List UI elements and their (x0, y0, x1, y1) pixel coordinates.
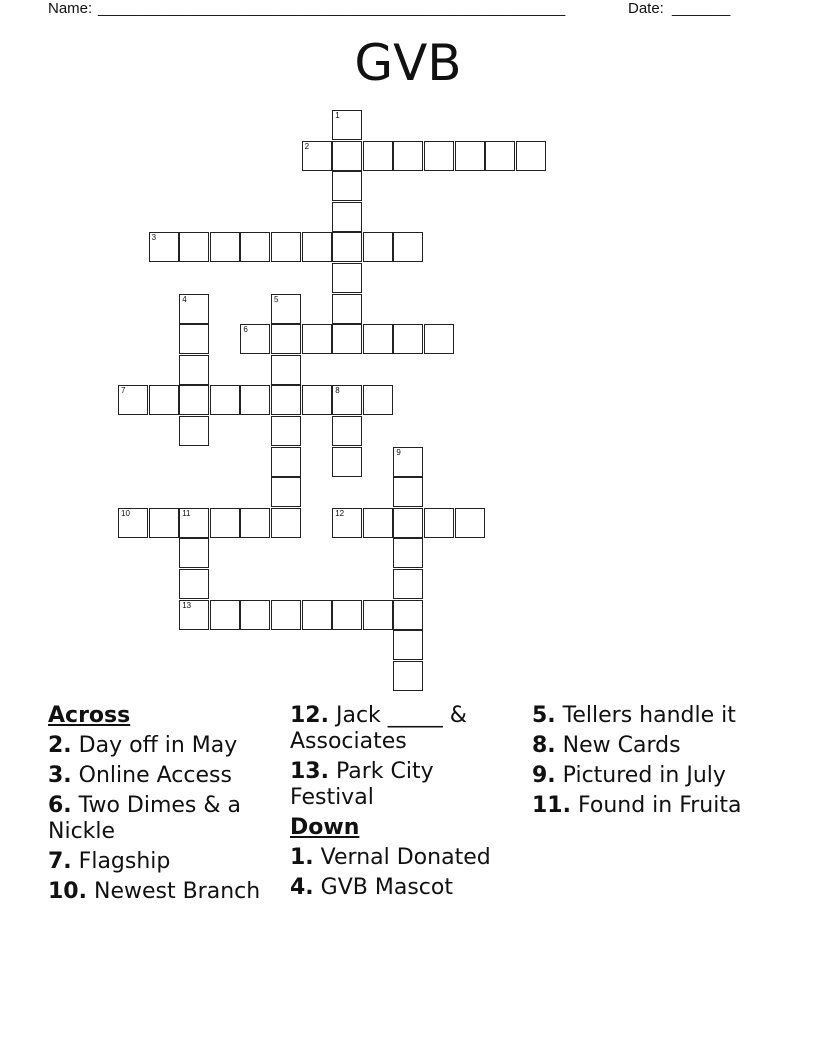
cell-number: 4 (182, 294, 187, 304)
grid-cell[interactable] (302, 232, 332, 262)
clue-down-8: 8. New Cards (532, 733, 681, 758)
grid-cell[interactable] (271, 294, 301, 324)
grid-cell[interactable] (393, 661, 423, 691)
clues-column-3 (532, 703, 747, 823)
grid-cell[interactable] (179, 508, 209, 538)
grid-cell[interactable] (271, 477, 301, 507)
grid-cell[interactable] (393, 141, 423, 171)
grid-cell[interactable] (271, 508, 301, 538)
date-blank: _______ (672, 0, 731, 17)
grid-cell[interactable] (332, 294, 362, 324)
grid-cell[interactable] (424, 141, 454, 171)
grid-cell[interactable] (302, 600, 332, 630)
cell-number: 9 (396, 447, 401, 457)
grid-cell[interactable] (179, 324, 209, 354)
grid-cell[interactable] (332, 600, 362, 630)
grid-cell[interactable] (302, 324, 332, 354)
clue-across-7: 7. Flagship (48, 849, 171, 874)
grid-cell[interactable] (271, 355, 301, 385)
grid-cell[interactable] (271, 385, 301, 415)
grid-cell[interactable] (485, 141, 515, 171)
grid-cell[interactable] (149, 385, 179, 415)
name-label: Name: (48, 0, 93, 17)
cell-number: 6 (243, 325, 248, 335)
grid-cell[interactable] (363, 508, 393, 538)
clue-across-10: 10. Newest Branch (48, 879, 261, 904)
cell-number: 3 (151, 233, 157, 243)
grid-cell[interactable] (332, 263, 362, 293)
grid-cell[interactable] (118, 508, 148, 538)
grid-cell[interactable] (240, 508, 270, 538)
grid-cell[interactable] (455, 141, 485, 171)
grid-cell[interactable] (516, 141, 546, 171)
grid-cell[interactable] (332, 416, 362, 446)
clue-across-3: 3. Online Access (48, 763, 232, 788)
grid-cell[interactable] (393, 569, 423, 599)
grid-cell[interactable] (240, 232, 270, 262)
grid-cell[interactable] (332, 110, 362, 140)
grid-cell[interactable] (240, 600, 270, 630)
grid-cell[interactable] (240, 324, 270, 354)
clue-across-2: 2. Day off in May (48, 733, 238, 758)
clue-down-5: 5. Tellers handle it (532, 703, 736, 728)
grid-cell[interactable] (210, 385, 240, 415)
grid-cell[interactable] (149, 232, 179, 262)
grid-cell[interactable] (302, 385, 332, 415)
clue-down-11: 11. Found in Fruita (532, 793, 742, 818)
clue-across-6: 6. Two Dimes & a Nickle (48, 793, 242, 844)
grid-cell[interactable] (424, 508, 454, 538)
grid-cell[interactable] (363, 385, 393, 415)
grid-cell[interactable] (179, 355, 209, 385)
cell-number: 7 (121, 386, 126, 396)
clue-down-9: 9. Pictured in July (532, 763, 726, 788)
grid-cell[interactable] (271, 447, 301, 477)
date-label: Date: (628, 0, 664, 17)
clue-down-4: 4. GVB Mascot (290, 875, 453, 900)
clue-across-13: 13. Park City Festival (290, 759, 434, 810)
grid-cell[interactable] (179, 538, 209, 568)
grid-cell[interactable] (240, 385, 270, 415)
grid-cell[interactable] (393, 508, 423, 538)
grid-cell[interactable] (332, 232, 362, 262)
grid-cell[interactable] (271, 232, 301, 262)
grid-cell[interactable] (393, 324, 423, 354)
cell-number: 2 (304, 141, 310, 151)
grid-cell[interactable] (393, 538, 423, 568)
cell-number: 10 (121, 508, 130, 518)
grid-cell[interactable] (363, 324, 393, 354)
cell-number: 8 (335, 386, 340, 396)
grid-cell[interactable] (271, 600, 301, 630)
grid-cell[interactable] (179, 569, 209, 599)
grid-cell[interactable] (455, 508, 485, 538)
cell-number: 13 (182, 600, 192, 610)
clues-column-2 (290, 703, 505, 905)
grid-cell[interactable] (332, 385, 362, 415)
grid-cell[interactable] (393, 600, 423, 630)
name-blank: ________________________________________________________ (98, 0, 566, 17)
grid-cell[interactable] (424, 324, 454, 354)
grid-cell[interactable] (332, 447, 362, 477)
page-title: GVB (354, 34, 462, 92)
grid-cell[interactable] (302, 141, 332, 171)
grid-cell[interactable] (393, 447, 423, 477)
grid-cell[interactable] (179, 232, 209, 262)
cell-number: 1 (335, 111, 340, 120)
clue-across-12: 12. Jack _____ & Associates (290, 703, 467, 754)
grid-cell[interactable] (210, 232, 240, 262)
grid-cell[interactable] (179, 600, 209, 630)
across-heading: Across (48, 703, 131, 728)
grid-cell[interactable] (363, 232, 393, 262)
grid-cell[interactable] (210, 508, 240, 538)
grid-cell[interactable] (332, 171, 362, 201)
clues-column-1 (48, 703, 263, 909)
grid-cell[interactable] (332, 324, 362, 354)
grid-cell[interactable] (179, 385, 209, 415)
grid-cell[interactable] (271, 416, 301, 446)
grid-cell[interactable] (210, 600, 240, 630)
grid-cell[interactable] (363, 141, 393, 171)
grid-cell[interactable] (363, 600, 393, 630)
cell-number: 12 (335, 508, 345, 518)
grid-cell[interactable] (179, 416, 209, 446)
clue-down-1: 1. Vernal Donated (290, 845, 491, 870)
cell-number: 11 (182, 508, 191, 518)
grid-cell[interactable] (149, 508, 179, 538)
grid-cell[interactable] (332, 508, 362, 538)
grid-cell[interactable] (393, 477, 423, 507)
grid-cell[interactable] (393, 630, 423, 660)
grid-cell[interactable] (118, 385, 148, 415)
grid-cell[interactable] (332, 202, 362, 232)
grid-cell[interactable] (271, 324, 301, 354)
cell-number: 5 (274, 294, 279, 304)
grid-cell[interactable] (332, 141, 362, 171)
down-heading: Down (290, 815, 360, 840)
grid-cell[interactable] (179, 294, 209, 324)
grid-cell[interactable] (393, 232, 423, 262)
